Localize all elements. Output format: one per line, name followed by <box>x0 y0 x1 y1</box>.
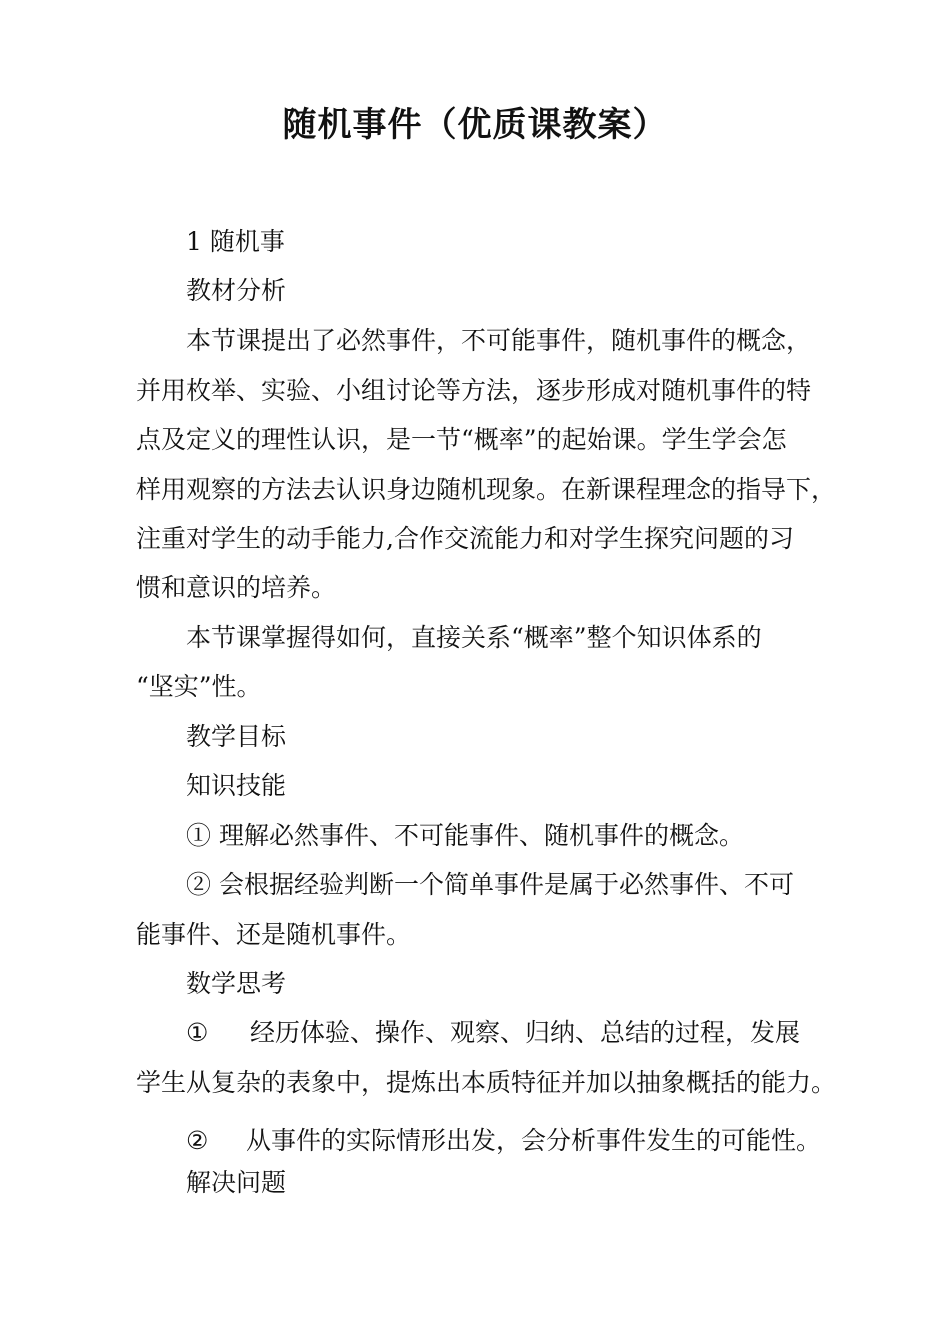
paragraph-line: 并用枚举、实验、小组讨论等方法，逐步形成对随机事件的特 <box>136 376 812 405</box>
paragraph-line: 注重对学生的动手能力,合作交流能力和对学生探究问题的习 <box>136 524 794 553</box>
section-heading: 解决问题 <box>186 1168 287 1197</box>
section-heading: 数学思考 <box>186 969 287 998</box>
list-item: ① 理解必然事件、不可能事件、随机事件的概念。 <box>186 821 744 850</box>
list-item: ② 会根据经验判断一个简单事件是属于必然事件、不可 <box>186 870 794 899</box>
list-item <box>186 1123 821 1159</box>
list-marker: ① <box>186 1018 209 1047</box>
paragraph-line: 本节课提出了必然事件，不可能事件，随机事件的概念， <box>186 326 812 355</box>
paragraph-line: “坚实”性。 <box>136 672 262 701</box>
paragraph-line: 能事件、还是随机事件。 <box>136 920 412 949</box>
list-item-text: 从事件的实际情形出发，会分析事件发生的可能性。 <box>246 1126 822 1155</box>
paragraph-line: 本节课掌握得如何，直接关系“概率”整个知识体系的 <box>186 623 762 652</box>
paragraph-line: 点及定义的理性认识，是一节“概率”的起始课。学生学会怎 <box>136 425 787 454</box>
paragraph-line: 样用观察的方法去认识身边随机现象。在新课程理念的指导下， <box>136 475 837 504</box>
section-heading: 教学目标 <box>186 722 287 751</box>
paragraph-line: 惯和意识的培养。 <box>136 573 337 602</box>
section-heading: 1 随机事 <box>186 227 285 256</box>
paragraph-line: 学生从复杂的表象中，提炼出本质特征并加以抽象概括的能力。 <box>136 1068 837 1097</box>
list-marker: ② <box>186 1126 209 1155</box>
list-item-text: 经历体验、操作、观察、归纳、总结的过程，发展 <box>250 1018 801 1047</box>
page-title: 随机事件（优质课教案） <box>282 105 668 145</box>
section-heading: 教材分析 <box>186 276 287 305</box>
list-item <box>186 1015 800 1051</box>
section-heading: 知识技能 <box>186 771 287 800</box>
